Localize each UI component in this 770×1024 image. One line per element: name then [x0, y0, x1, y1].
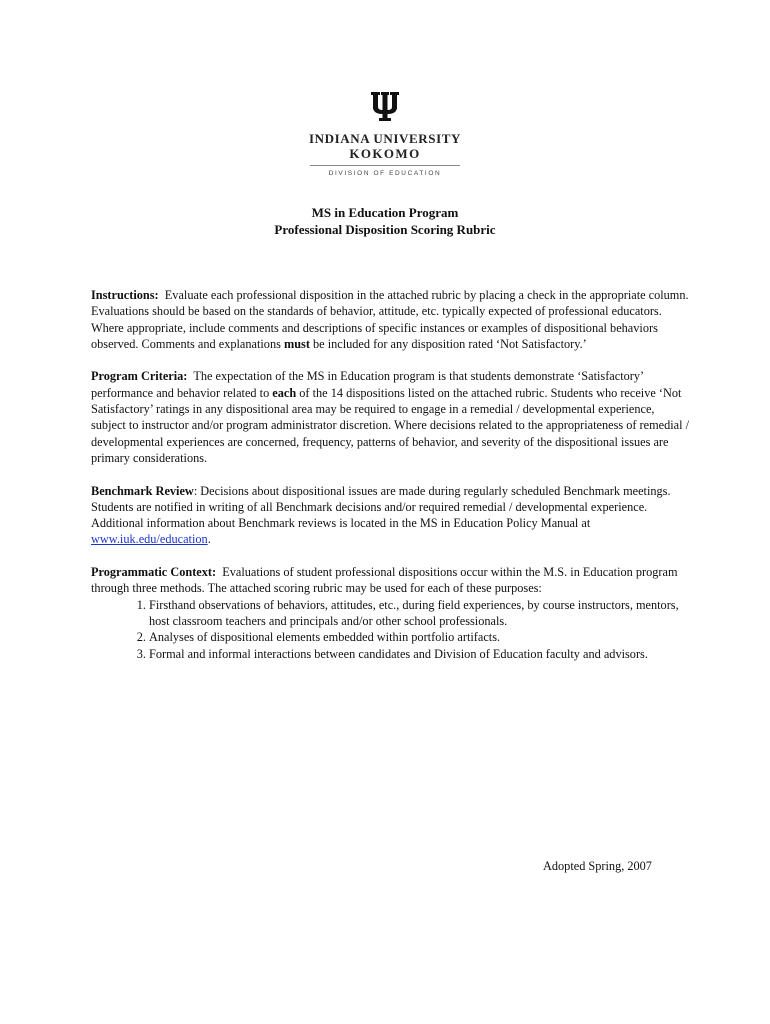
programmatic-context-text: Evaluations of student professional dispositions occur within the M.S. in Education program through three methods. The attached scoring rubric may be used for each of these purposes: — [91, 565, 678, 596]
university-name: INDIANA UNIVERSITY — [308, 131, 462, 146]
programmatic-context-paragraph — [91, 564, 691, 597]
benchmark-review-paragraph — [91, 483, 691, 548]
program-criteria-text: The expectation of the MS in Education program is that students demonstrate ‘Satisfactory’ performance and behavior related to — [91, 369, 644, 400]
logo-divider — [310, 165, 460, 166]
instructions-paragraph — [91, 287, 691, 352]
programmatic-context-section — [91, 564, 691, 662]
benchmark-review-text: : Decisions about dispositional issues are made during regularly scheduled Benchmark meetings. Students are notified in writing of all Benchmark decisions and/or required remedial / developmental experience. Additional information about Benchmark reviews is located in the MS in Education Policy Manual at — [91, 483, 671, 531]
instructions-text: Evaluate each professional disposition in the attached rubric by placing a check in the appropriate column. Evaluations should be based on the standards of behavior, attitude, etc. typically expected of professional educators. Where appropriate, include comments and descriptions of specific instances or examples of dispositional behaviors observed. Comments and explanations — [91, 288, 689, 351]
title-line-2: Professional Disposition Scoring Rubric — [274, 222, 496, 237]
benchmark-review-label: Benchmark Review — [91, 483, 194, 498]
list-item: 1. Firsthand observations of behaviors, attitudes, etc., during field experiences, by course instructors, mentors, host classroom teachers and principals and/or other school professionals. — [149, 597, 691, 630]
education-link[interactable]: www.iuk.edu/education — [91, 532, 208, 547]
instructions-text-end: be included for any disposition rated ‘Not Satisfactory.’ — [309, 336, 587, 351]
title-line-1: MS in Education Program — [311, 205, 459, 220]
instructions-label: Instructions: — [91, 288, 159, 302]
adopted-date: Adopted Spring, 2007 — [543, 859, 652, 873]
benchmark-review-text-end: . — [207, 532, 211, 547]
program-criteria-paragraph — [91, 368, 691, 466]
iu-trident-icon — [371, 92, 399, 122]
division-name: DIVISION OF EDUCATION — [328, 170, 442, 177]
program-criteria-bold: each — [272, 385, 297, 400]
document-title — [0, 204, 770, 238]
list-item: 2. Analyses of dispositional elements embedded within portfolio artifacts. — [149, 629, 691, 645]
instructions-bold: must — [283, 336, 310, 351]
document-body — [91, 287, 691, 662]
programmatic-context-label: Programmatic Context: — [91, 565, 217, 580]
university-logo — [0, 92, 770, 178]
campus-name: KOKOMO — [349, 146, 421, 161]
program-criteria-text-end: of the 14 dispositions listed on the attached rubric. Students who receive ‘Not Satisfactory’ ratings in any dispositional area may be required to engage in a remedial / developmental experience, subject to instructor and/or program administrator discretion. Where decisions related to the appropriateness of remedial / developmental experiences are concerned, frequency, patterns of behavior, and severity of the dispositional issues are primary considerations. — [91, 385, 690, 465]
methods-list — [91, 597, 691, 662]
program-criteria-label: Program Criteria: — [91, 369, 188, 384]
list-item: 3. Formal and informal interactions between candidates and Division of Education faculty and advisors. — [149, 646, 691, 662]
